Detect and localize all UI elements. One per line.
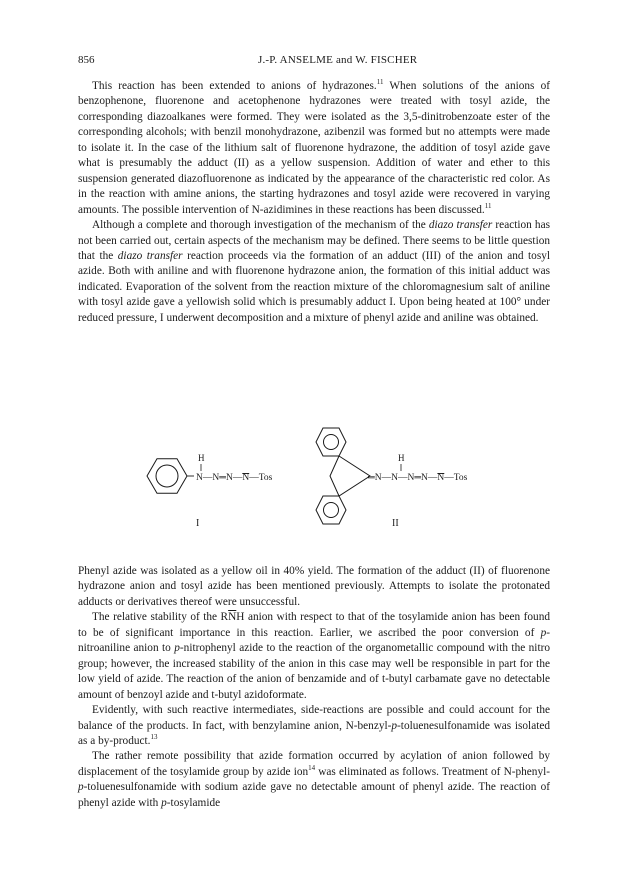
reference-superscript: 11 (484, 201, 492, 210)
text-span: was eliminated as follows. Treatment of N-phenyl- (315, 765, 550, 778)
reference-superscript: 13 (150, 732, 158, 741)
chemical-structures (0, 400, 624, 550)
text-span: When solutions of the anions of benzophenone, fluorenone and acetophenone hydrazones were treated with tosyl azide, the corresponding diazoalkanes were formed. They were isolated as the 3,5-dinitrobenzoate ester of the corresponding alcohols; with benzil monohydrazone, azibenzil was formed but no attempts were made to isolate it. In the case of the lithium salt of fluorenone hydrazone, the addition of tosyl azide gave what is presumably the adduct (II) as a yellow suspension. Addition of water and ether to this suspension generated diazofluorenone as indicated by the appearance of the characteristic red color. As in the reaction with amine anions, the starting hydrazones and tosyl azide were recovered in varying amounts. The possible intervention of N-azidimines in these reactions has been discussed. (78, 80, 550, 216)
hydrogen-label: H (398, 453, 405, 463)
text-span: -toluenesulfonamide was isolated as a by-product. (78, 719, 551, 747)
page-number: 856 (78, 54, 95, 66)
italic-term: p (161, 796, 167, 809)
paragraph-3 (78, 564, 550, 610)
italic-term: diazo transfer (428, 219, 493, 232)
text-span: Although a complete and thorough investigation of the mechanism of the (92, 219, 429, 232)
text-span: Evidently, with such reactive intermediates, side-reactions are possible and could account for the balance of the products. In fact, with benzylamine anion, N-benzyl- (78, 704, 550, 732)
paragraph-1 (78, 79, 550, 218)
text-span: reaction has not been carried out, certain aspects of the mechanism may be defined. There seems to be little question that the (78, 219, 550, 262)
fluorenyl-ring-system (316, 428, 370, 524)
text-span: The rather remote possibility that azide formation occurred by acylation of anion followed by displacement of the tosylamide group by azide ion (78, 750, 550, 778)
hydrogen-label: H (198, 453, 205, 463)
text-span: reaction proceeds via the formation of an adduct (III) of the anion and tosyl azide. Both with aniline and with fluorenone hydrazone anion, the formation of this initial adduct was indicated. Evaporation of the solvent from the reaction mixture of the chloromagnesium salt of aniline with tosyl azide gave a yellowish solid which is presumably adduct I. Upon being heated at 100° under reduced pressure, I underwent decomposition and a mixture of phenyl azide and aniline was obtained. (78, 249, 550, 324)
text-span: -nitroaniline anion to (78, 626, 550, 655)
text-span: Phenyl azide was isolated as a yellow oil in 40% yield. The formation of the adduct (II) of fluorenone hydrazone anion and tosyl azide has been mentioned previously. Attempts to isolate the protonated adducts or derivatives thereof were unsuccessful. (78, 565, 550, 608)
structure-II (316, 428, 468, 529)
italic-term: p (78, 781, 84, 794)
running-head: J.-P. ANSELME and W. FISCHER (258, 54, 418, 66)
text-span: -tosylamide (166, 796, 221, 809)
text-block-top (78, 79, 550, 326)
reference-superscript: 14 (308, 763, 316, 772)
paragraph-2 (78, 218, 550, 326)
structure-label-I: I (196, 518, 200, 529)
italic-term: p (391, 719, 398, 732)
benzene-ring (147, 459, 187, 494)
paragraph-5 (78, 703, 550, 749)
structure-I (147, 453, 273, 529)
text-span: -nitrophenyl azide to the reaction of the organometallic compound with the nitro group; however, the increased stability of the anion in this case may well be responsible in part for the low yield of azide. The reaction of the anion of benzamide and of t-butyl carbamate gave no detectable amount of benzoyl azide and t-butyl azidoformate. (78, 642, 550, 701)
paragraph-6 (78, 749, 550, 811)
italic-term: diazo transfer (117, 249, 183, 262)
azide-chain: ═N—N—N═N—N—Tos (368, 473, 468, 483)
text-span: This reaction has been extended to anions of hydrazones. (92, 80, 377, 92)
structure-label-II: II (392, 518, 399, 529)
italic-term: p (174, 642, 180, 655)
paragraph-4 (78, 610, 550, 703)
azide-chain: N—N═N—N—Tos (196, 473, 273, 483)
reference-superscript: 11 (376, 78, 384, 86)
text-span: -toluenesulfonamide with sodium azide gave no detectable amount of phenyl azide. The reaction of phenyl azide with (78, 781, 550, 809)
overlined-n: $\overline{N}$ (228, 611, 237, 624)
text-span: H anion with respect to that of the tosylamide anion has been found to be of significant importance in this reaction. Earlier, we ascribed the poor conversion of (78, 611, 550, 639)
text-span: The relative stability of the R (92, 611, 229, 624)
italic-term: p (540, 626, 547, 639)
text-block-bottom (78, 564, 550, 811)
